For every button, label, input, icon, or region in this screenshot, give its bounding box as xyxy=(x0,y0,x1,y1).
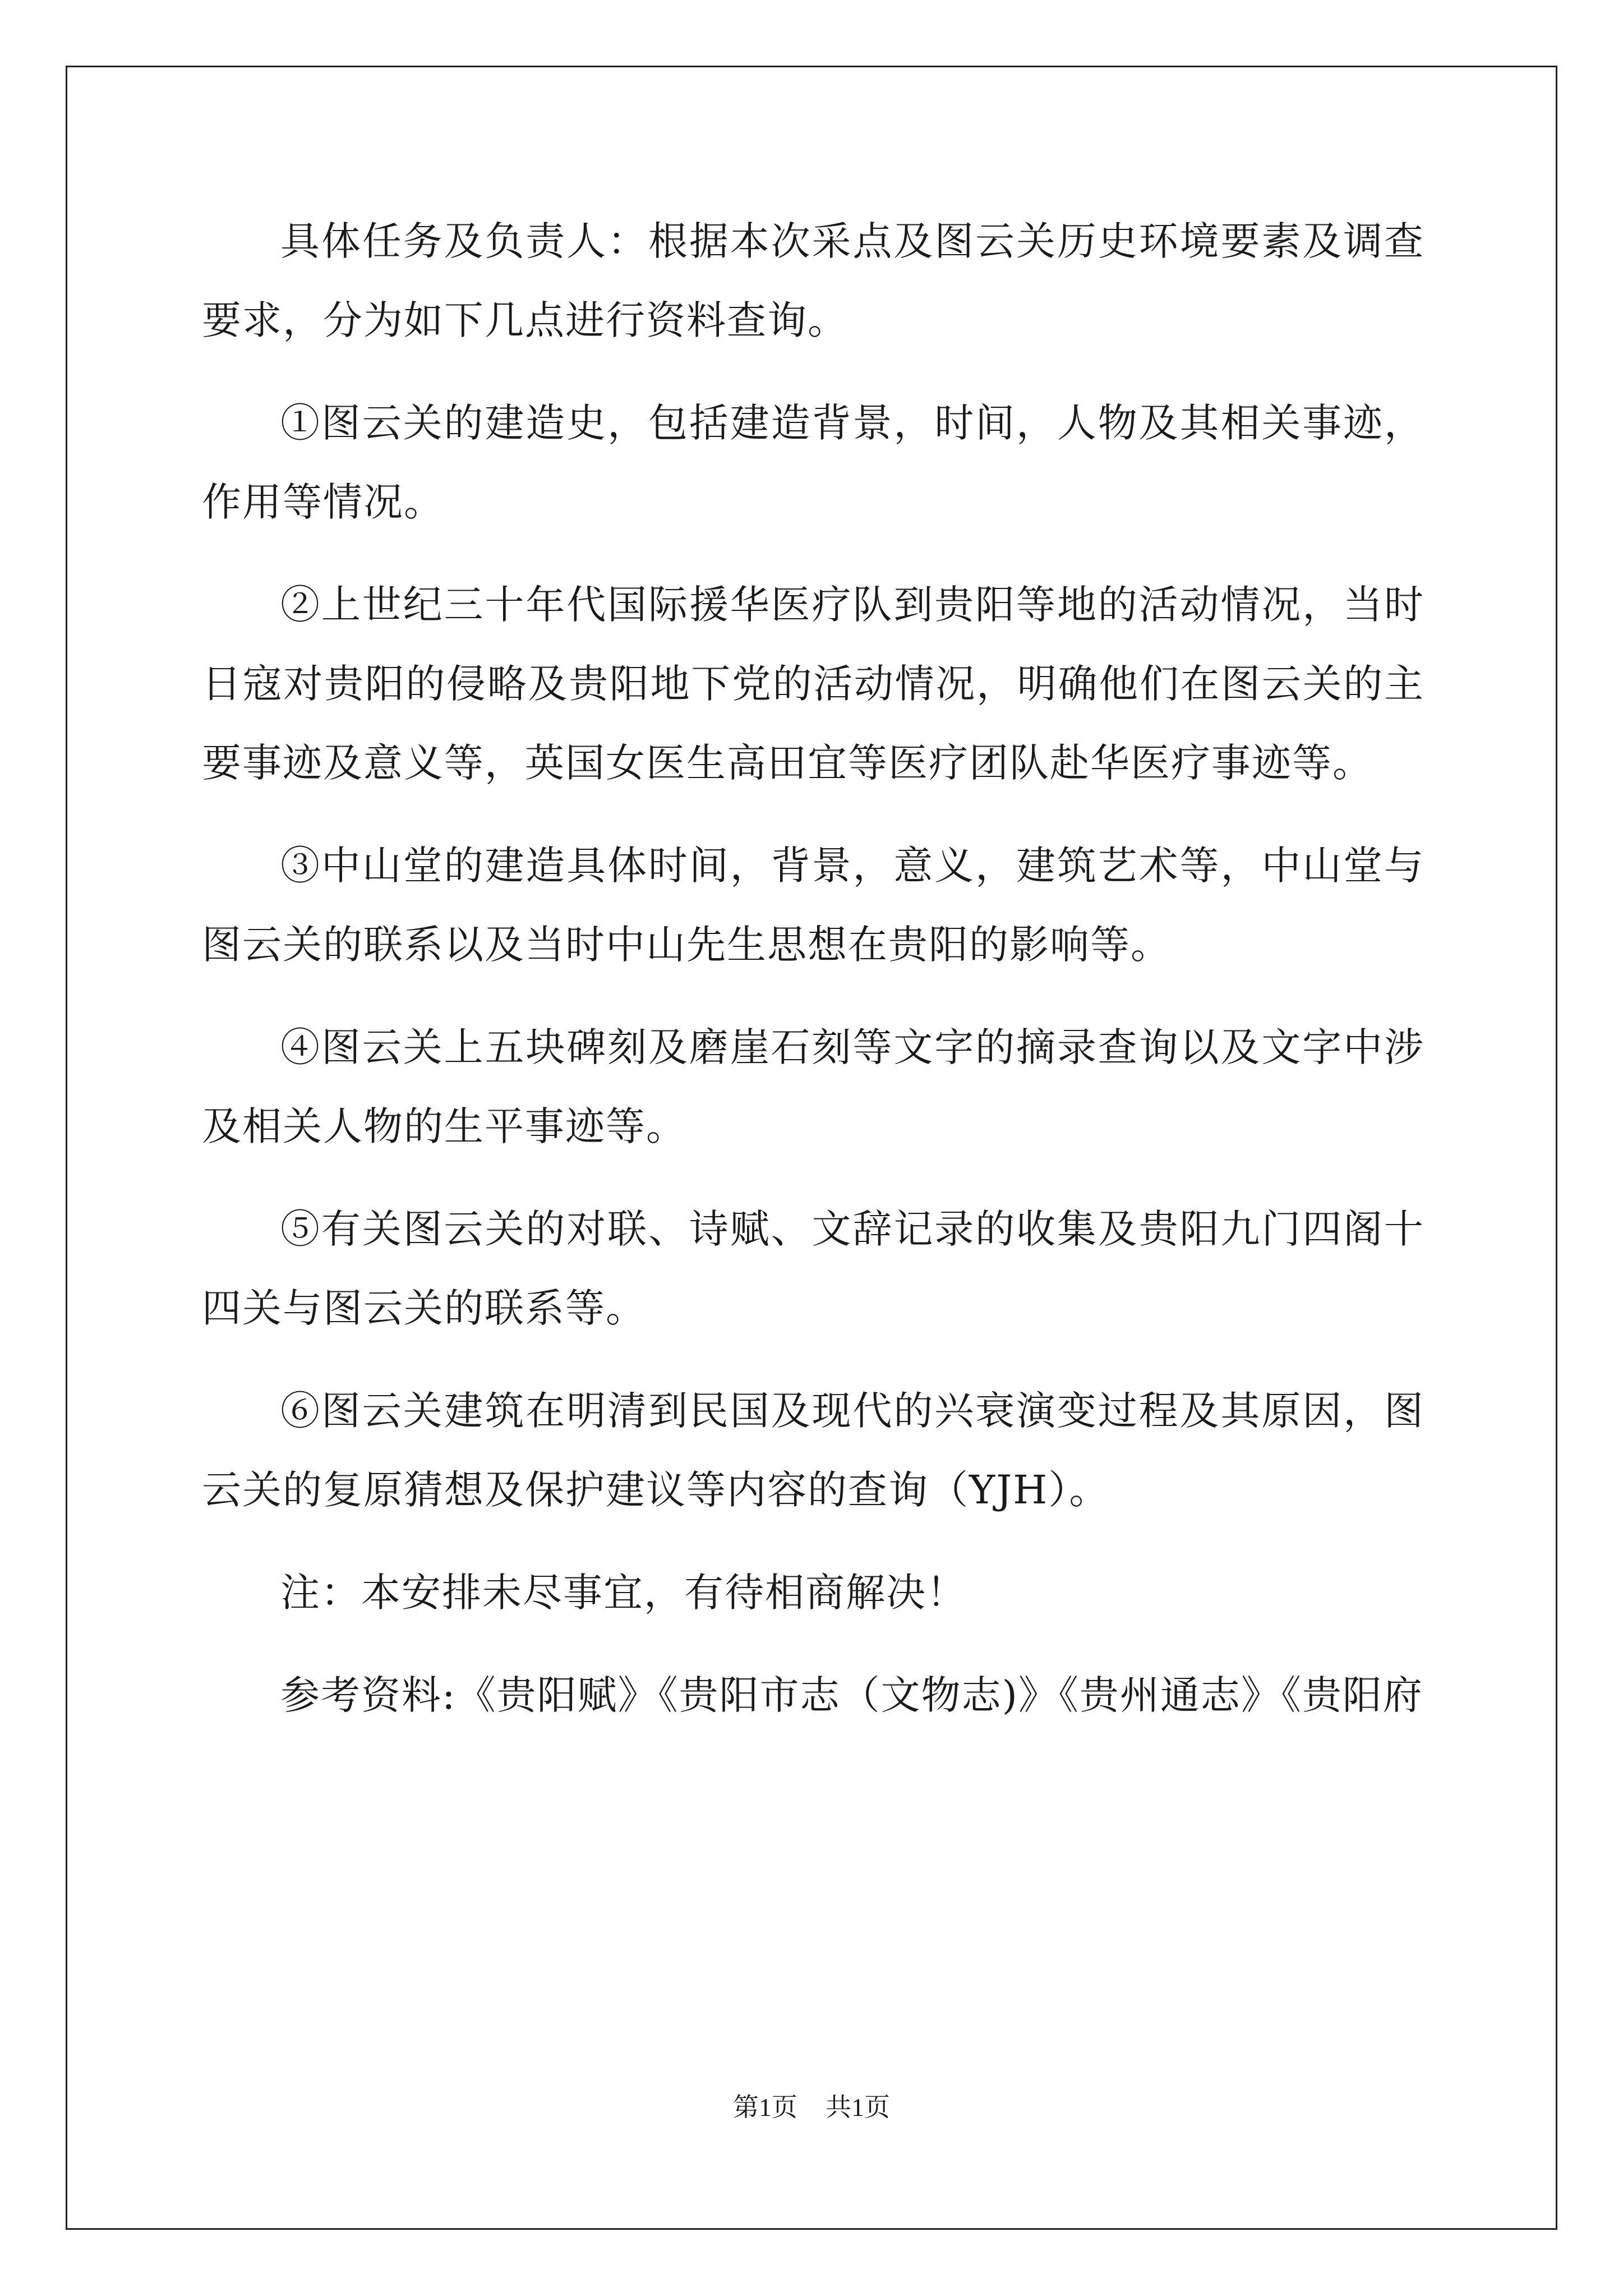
page-number-total: 共1页 xyxy=(826,2093,890,2122)
paragraph-item-5: ⑤有关图云关的对联、诗赋、文辞记录的收集及贵阳九门四阁十四关与图云关的联系等。 xyxy=(202,1206,1424,1331)
paragraph-note: 注：本安排未尽事宜，有待相商解决！ xyxy=(280,1570,967,1616)
document-body xyxy=(202,202,1424,1759)
page-footer xyxy=(0,2087,1623,2124)
paragraph-item-6: ⑥图云关建筑在明清到民国及现代的兴衰演变过程及其原因，图云关的复原猜想及保护建议等内容的查询（YJH）。 xyxy=(202,1388,1424,1513)
paragraph-item-2: ②上世纪三十年代国际援华医疗队到贵阳等地的活动情况，当时日寇对贵阳的侵略及贵阳地下党的活动情况，明确他们在图云关的主要事迹及意义等，英国女医生高田宜等医疗团队赴华医疗事迹等。 xyxy=(202,582,1424,786)
page-number-current: 第1页 xyxy=(733,2093,797,2122)
paragraph-references: 参考资料:《贵阳赋》《贵阳市志（文物志)》《贵州通志》《贵阳府 xyxy=(280,1672,1423,1718)
paragraph-task-intro: 具体任务及负责人：根据本次采点及图云关历史环境要素及调查要求，分为如下几点进行资料查询。 xyxy=(202,218,1424,343)
paragraph-item-1: ①图云关的建造史，包括建造背景，时间，人物及其相关事迹，作用等情况。 xyxy=(202,400,1424,525)
paragraph-item-4: ④图云关上五块碑刻及磨崖石刻等文字的摘录查询以及文字中涉及相关人物的生平事迹等。 xyxy=(202,1024,1424,1149)
paragraph-item-3: ③中山堂的建造具体时间，背景，意义，建筑艺术等，中山堂与图云关的联系以及当时中山先生思想在贵阳的影响等。 xyxy=(202,843,1424,968)
